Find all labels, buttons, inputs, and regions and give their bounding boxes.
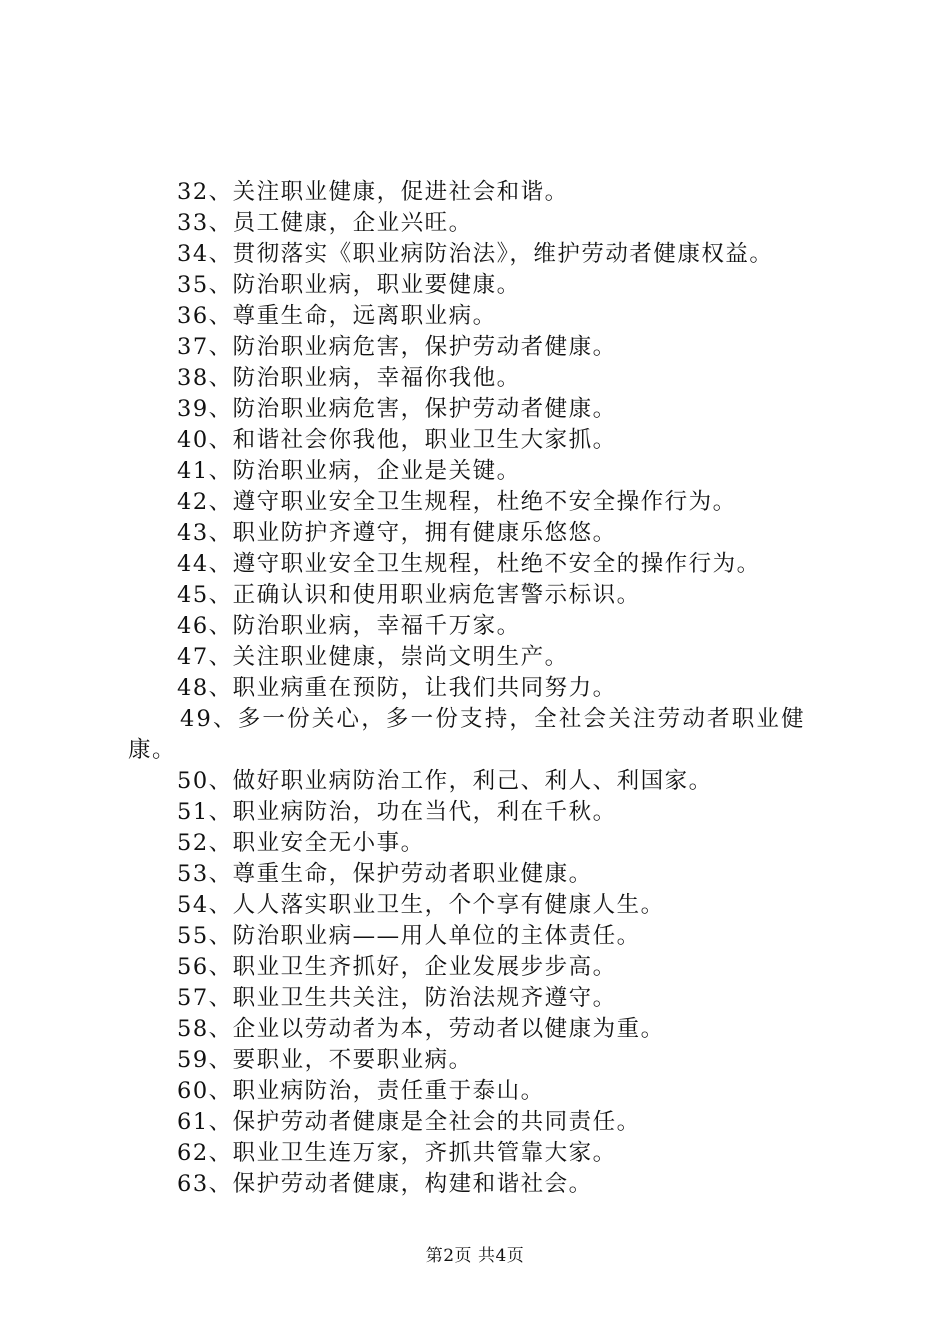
list-item: 42、遵守职业安全卫生规程，杜绝不安全操作行为。 (177, 489, 737, 515)
list-item: 62、职业卫生连万家，齐抓共管靠大家。 (177, 1140, 617, 1166)
list-item: 47、关注职业健康，崇尚文明生产。 (177, 644, 569, 670)
list-item: 40、和谐社会你我他，职业卫生大家抓。 (177, 427, 617, 453)
list-item: 57、职业卫生共关注，防治法规齐遵守。 (177, 985, 617, 1011)
list-item: 63、保护劳动者健康，构建和谐社会。 (177, 1171, 593, 1197)
list-item: 36、尊重生命，远离职业病。 (177, 303, 497, 329)
list-item: 58、企业以劳动者为本，劳动者以健康为重。 (177, 1016, 665, 1042)
list-item: 56、职业卫生齐抓好，企业发展步步高。 (177, 954, 617, 980)
list-item: 38、防治职业病，幸福你我他。 (177, 365, 521, 391)
list-item: 51、职业病防治，功在当代，利在千秋。 (177, 799, 617, 825)
list-item: 54、人人落实职业卫生，个个享有健康人生。 (177, 892, 665, 918)
list-item: 37、防治职业病危害，保护劳动者健康。 (177, 334, 617, 360)
list-item: 55、防治职业病——用人单位的主体责任。 (177, 923, 641, 949)
list-item: 52、职业安全无小事。 (177, 830, 425, 856)
list-item: 49、多一份关心，多一份支持，全社会关注劳动者职业健 (180, 706, 806, 732)
list-item: 61、保护劳动者健康是全社会的共同责任。 (177, 1109, 641, 1135)
list-item: 43、职业防护齐遵守，拥有健康乐悠悠。 (177, 520, 617, 546)
list-item: 35、防治职业病，职业要健康。 (177, 272, 521, 298)
list-item: 39、防治职业病危害，保护劳动者健康。 (177, 396, 617, 422)
list-item: 60、职业病防治，责任重于泰山。 (177, 1078, 545, 1104)
list-item: 46、防治职业病，幸福千万家。 (177, 613, 521, 639)
list-item: 32、关注职业健康，促进社会和谐。 (177, 179, 569, 205)
slogan-list (128, 177, 838, 1200)
page-footer: 第2页 共4页 (425, 1246, 525, 1266)
list-item: 53、尊重生命，保护劳动者职业健康。 (177, 861, 593, 887)
list-item-continuation: 康。 (128, 737, 177, 763)
list-item: 50、做好职业病防治工作，利己、利人、利国家。 (177, 768, 713, 794)
list-item: 45、正确认识和使用职业病危害警示标识。 (177, 582, 641, 608)
list-item: 48、职业病重在预防，让我们共同努力。 (177, 675, 617, 701)
list-item: 44、遵守职业安全卫生规程，杜绝不安全的操作行为。 (177, 551, 761, 577)
list-item: 41、防治职业病，企业是关键。 (177, 458, 521, 484)
list-item: 59、要职业，不要职业病。 (177, 1047, 473, 1073)
list-item: 34、贯彻落实《职业病防治法》，维护劳动者健康权益。 (177, 241, 774, 267)
list-item: 33、员工健康，企业兴旺。 (177, 210, 473, 236)
